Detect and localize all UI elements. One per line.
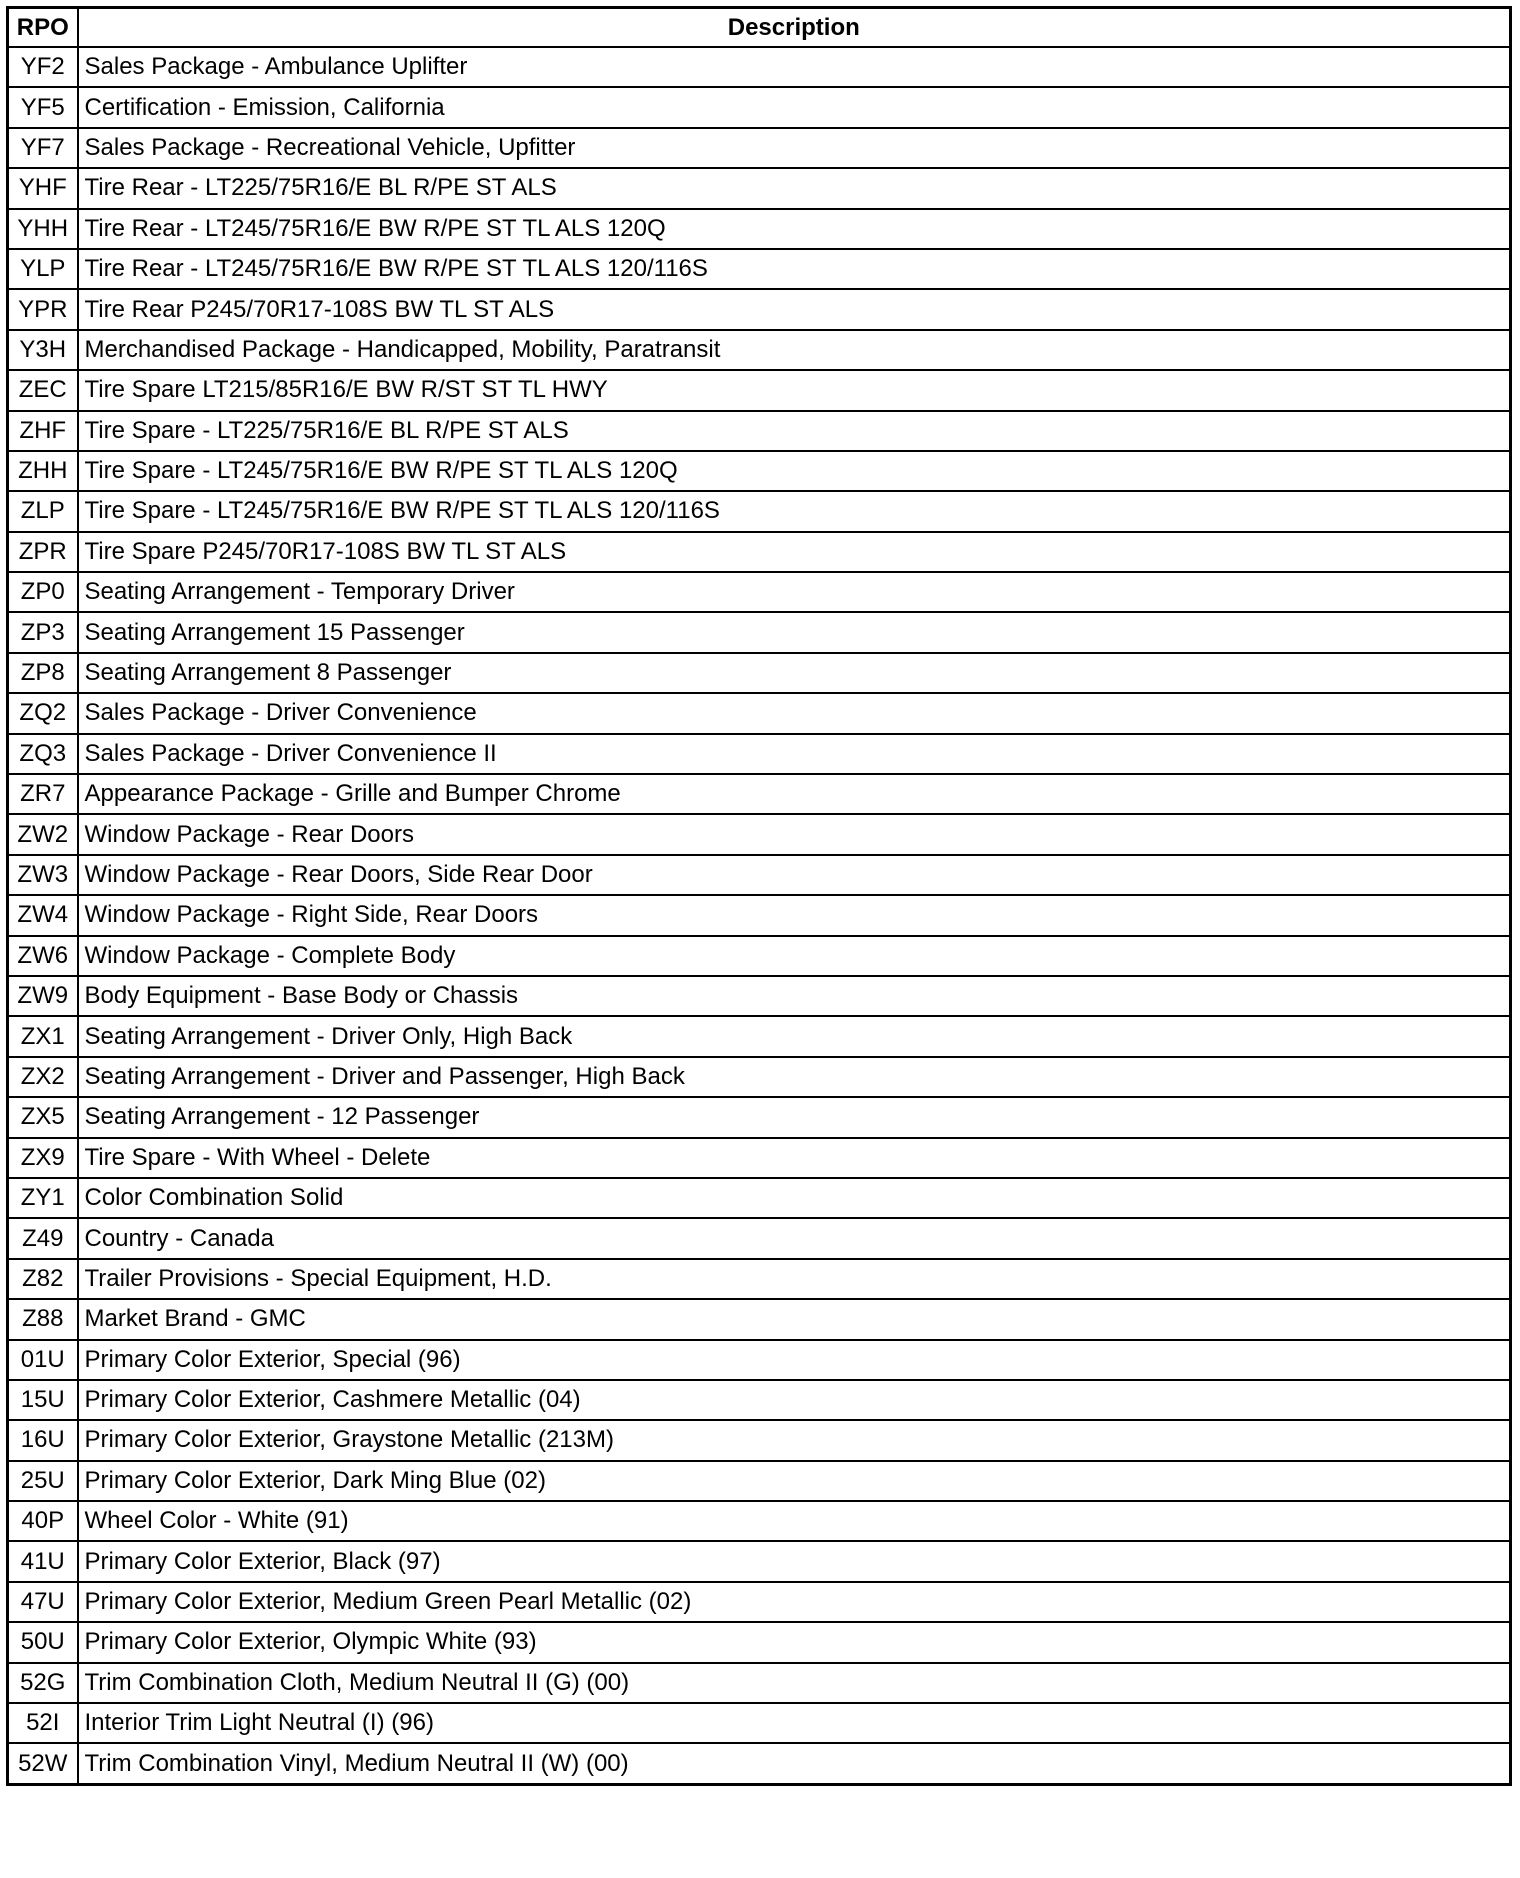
description-cell: Merchandised Package - Handicapped, Mobility, Paratransit — [78, 330, 1511, 370]
description-cell: Trim Combination Cloth, Medium Neutral II (G) (00) — [78, 1663, 1511, 1703]
table-row — [8, 612, 1511, 652]
table-row — [8, 1501, 1511, 1541]
table-row — [8, 693, 1511, 733]
description-cell: Tire Spare - LT245/75R16/E BW R/PE ST TL ALS 120/116S — [78, 491, 1511, 531]
description-cell: Seating Arrangement 15 Passenger — [78, 612, 1511, 652]
table-row — [8, 1541, 1511, 1581]
table-row — [8, 370, 1511, 410]
description-cell: Window Package - Rear Doors, Side Rear Door — [78, 855, 1511, 895]
table-row — [8, 451, 1511, 491]
rpo-code-cell: ZW4 — [8, 895, 78, 935]
table-row — [8, 1380, 1511, 1420]
table-row — [8, 1138, 1511, 1178]
description-cell: Primary Color Exterior, Graystone Metallic (213M) — [78, 1420, 1511, 1460]
table-row — [8, 936, 1511, 976]
table-row — [8, 532, 1511, 572]
table-row — [8, 1259, 1511, 1299]
rpo-code-cell: 40P — [8, 1501, 78, 1541]
rpo-code-cell: YPR — [8, 289, 78, 329]
rpo-code-cell: ZX2 — [8, 1057, 78, 1097]
description-cell: Primary Color Exterior, Dark Ming Blue (02) — [78, 1461, 1511, 1501]
table-row — [8, 1622, 1511, 1662]
description-cell: Country - Canada — [78, 1218, 1511, 1258]
description-cell: Seating Arrangement - Driver and Passenger, High Back — [78, 1057, 1511, 1097]
rpo-code-cell: ZW2 — [8, 814, 78, 854]
table-row — [8, 289, 1511, 329]
description-cell: Tire Rear P245/70R17-108S BW TL ST ALS — [78, 289, 1511, 329]
description-cell: Seating Arrangement - 12 Passenger — [78, 1097, 1511, 1137]
table-header-row — [8, 8, 1511, 48]
table-row — [8, 814, 1511, 854]
description-cell: Appearance Package - Grille and Bumper Chrome — [78, 774, 1511, 814]
table-row — [8, 168, 1511, 208]
table-row — [8, 855, 1511, 895]
description-cell: Tire Spare - LT245/75R16/E BW R/PE ST TL ALS 120Q — [78, 451, 1511, 491]
rpo-code-cell: 01U — [8, 1340, 78, 1380]
description-cell: Sales Package - Recreational Vehicle, Upfitter — [78, 128, 1511, 168]
rpo-code-cell: ZP3 — [8, 612, 78, 652]
description-cell: Tire Rear - LT225/75R16/E BL R/PE ST ALS — [78, 168, 1511, 208]
rpo-code-cell: 15U — [8, 1380, 78, 1420]
rpo-code-cell: 52W — [8, 1743, 78, 1784]
description-cell: Sales Package - Ambulance Uplifter — [78, 47, 1511, 87]
rpo-code-cell: Y3H — [8, 330, 78, 370]
rpo-code-cell: ZLP — [8, 491, 78, 531]
rpo-code-cell: YLP — [8, 249, 78, 289]
rpo-code-cell: ZP8 — [8, 653, 78, 693]
table-row — [8, 774, 1511, 814]
rpo-code-cell: Z88 — [8, 1299, 78, 1339]
rpo-code-cell: YF5 — [8, 87, 78, 127]
table-row — [8, 1420, 1511, 1460]
rpo-code-cell: ZQ2 — [8, 693, 78, 733]
description-cell: Window Package - Right Side, Rear Doors — [78, 895, 1511, 935]
table-row — [8, 1299, 1511, 1339]
description-cell: Sales Package - Driver Convenience — [78, 693, 1511, 733]
rpo-code-cell: ZW6 — [8, 936, 78, 976]
rpo-code-cell: Z82 — [8, 1259, 78, 1299]
description-column-header: Description — [78, 8, 1511, 48]
description-cell: Window Package - Rear Doors — [78, 814, 1511, 854]
table-row — [8, 330, 1511, 370]
table-row — [8, 209, 1511, 249]
table-row — [8, 895, 1511, 935]
table-body — [8, 47, 1511, 1784]
rpo-code-cell: YHF — [8, 168, 78, 208]
rpo-code-cell: YF2 — [8, 47, 78, 87]
description-cell: Window Package - Complete Body — [78, 936, 1511, 976]
rpo-code-cell: ZW9 — [8, 976, 78, 1016]
table-row — [8, 249, 1511, 289]
rpo-code-cell: 52G — [8, 1663, 78, 1703]
description-cell: Interior Trim Light Neutral (I) (96) — [78, 1703, 1511, 1743]
rpo-code-cell: ZX5 — [8, 1097, 78, 1137]
description-cell: Wheel Color - White (91) — [78, 1501, 1511, 1541]
table-row — [8, 1703, 1511, 1743]
table-row — [8, 1057, 1511, 1097]
rpo-code-cell: ZX9 — [8, 1138, 78, 1178]
description-cell: Seating Arrangement 8 Passenger — [78, 653, 1511, 693]
description-cell: Market Brand - GMC — [78, 1299, 1511, 1339]
description-cell: Tire Rear - LT245/75R16/E BW R/PE ST TL ALS 120/116S — [78, 249, 1511, 289]
table-row — [8, 1016, 1511, 1056]
table-row — [8, 1743, 1511, 1784]
table-row — [8, 1097, 1511, 1137]
description-cell: Trailer Provisions - Special Equipment, H.D. — [78, 1259, 1511, 1299]
description-cell: Primary Color Exterior, Olympic White (93) — [78, 1622, 1511, 1662]
description-cell: Certification - Emission, California — [78, 87, 1511, 127]
description-cell: Primary Color Exterior, Cashmere Metallic (04) — [78, 1380, 1511, 1420]
description-cell: Primary Color Exterior, Medium Green Pearl Metallic (02) — [78, 1582, 1511, 1622]
rpo-code-cell: ZEC — [8, 370, 78, 410]
table-row — [8, 87, 1511, 127]
rpo-code-cell: ZR7 — [8, 774, 78, 814]
rpo-code-cell: ZHF — [8, 411, 78, 451]
table-row — [8, 491, 1511, 531]
rpo-code-cell: ZW3 — [8, 855, 78, 895]
rpo-code-cell: Z49 — [8, 1218, 78, 1258]
table-row — [8, 976, 1511, 1016]
table-row — [8, 1218, 1511, 1258]
rpo-code-cell: 16U — [8, 1420, 78, 1460]
table-row — [8, 653, 1511, 693]
table-row — [8, 1663, 1511, 1703]
rpo-code-cell: ZPR — [8, 532, 78, 572]
table-row — [8, 128, 1511, 168]
description-cell: Tire Rear - LT245/75R16/E BW R/PE ST TL ALS 120Q — [78, 209, 1511, 249]
description-cell: Tire Spare - With Wheel - Delete — [78, 1138, 1511, 1178]
description-cell: Primary Color Exterior, Black (97) — [78, 1541, 1511, 1581]
table-row — [8, 1340, 1511, 1380]
table-row — [8, 411, 1511, 451]
table-row — [8, 1178, 1511, 1218]
table-row — [8, 1461, 1511, 1501]
rpo-code-cell: ZQ3 — [8, 734, 78, 774]
description-cell: Trim Combination Vinyl, Medium Neutral II (W) (00) — [78, 1743, 1511, 1784]
table-row — [8, 1582, 1511, 1622]
table-row — [8, 47, 1511, 87]
rpo-table — [6, 6, 1512, 1786]
rpo-column-header: RPO — [8, 8, 78, 48]
rpo-code-cell: 25U — [8, 1461, 78, 1501]
description-cell: Tire Spare P245/70R17-108S BW TL ST ALS — [78, 532, 1511, 572]
rpo-code-cell: YF7 — [8, 128, 78, 168]
table-row — [8, 572, 1511, 612]
description-cell: Sales Package - Driver Convenience II — [78, 734, 1511, 774]
description-cell: Color Combination Solid — [78, 1178, 1511, 1218]
description-cell: Primary Color Exterior, Special (96) — [78, 1340, 1511, 1380]
rpo-code-cell: 41U — [8, 1541, 78, 1581]
rpo-code-cell: ZY1 — [8, 1178, 78, 1218]
description-cell: Tire Spare - LT225/75R16/E BL R/PE ST ALS — [78, 411, 1511, 451]
rpo-code-cell: 52I — [8, 1703, 78, 1743]
description-cell: Body Equipment - Base Body or Chassis — [78, 976, 1511, 1016]
rpo-code-cell: 50U — [8, 1622, 78, 1662]
rpo-code-cell: ZHH — [8, 451, 78, 491]
rpo-code-cell: ZX1 — [8, 1016, 78, 1056]
description-cell: Seating Arrangement - Temporary Driver — [78, 572, 1511, 612]
rpo-code-cell: 47U — [8, 1582, 78, 1622]
table-row — [8, 734, 1511, 774]
rpo-code-cell: ZP0 — [8, 572, 78, 612]
description-cell: Tire Spare LT215/85R16/E BW R/ST ST TL HWY — [78, 370, 1511, 410]
description-cell: Seating Arrangement - Driver Only, High Back — [78, 1016, 1511, 1056]
rpo-code-cell: YHH — [8, 209, 78, 249]
